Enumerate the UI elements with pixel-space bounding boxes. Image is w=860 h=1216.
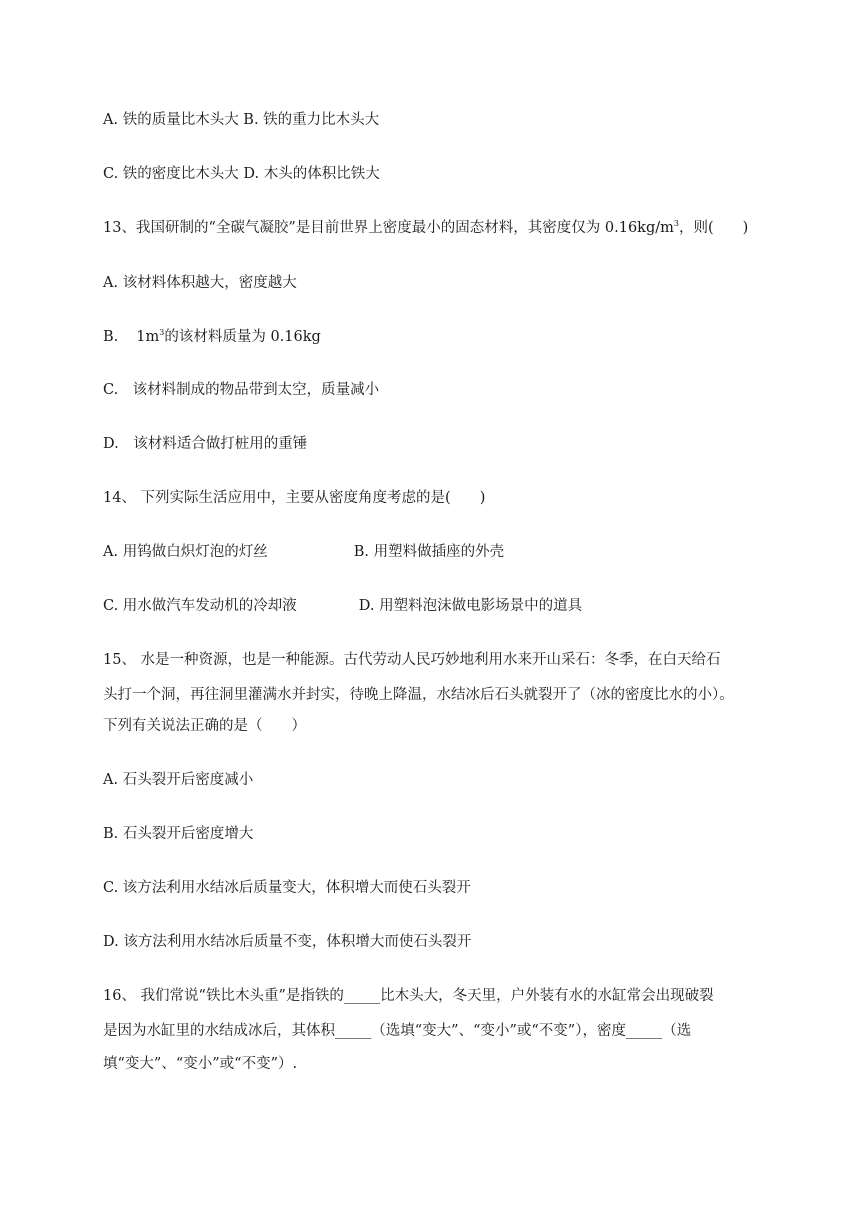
q12-option-cd: C. 铁的密度比木头大 D. 木头的体积比铁大 [103, 166, 380, 182]
q13-stem [103, 218, 748, 238]
q14-options-cd [103, 596, 582, 616]
q16-line2: 是因为水缸里的水结成冰后，其体积_____（选填“变大”、“变小”或“不变”），密度_____（选 [103, 1023, 692, 1039]
q16-line3: 填“变大”、“变小”或“不变”）. [103, 1056, 298, 1072]
q15-stem-line1: 15、 水是一种资源，也是一种能源。古代劳动人民巧妙地利用水来开山采石：冬季，在白天给石 [103, 652, 721, 668]
q14-option-b: B. 用塑料做插座的外壳 [353, 544, 505, 560]
q15-option-b: B. 石头裂开后密度增大 [103, 826, 254, 842]
q13-option-b-label: B. [103, 329, 119, 345]
q13-stem-exponent: 3 [673, 219, 679, 228]
q13-option-b-exponent: 3 [159, 328, 165, 337]
q15-stem-line2: 头打一个洞，再往洞里灌满水并封实，待晚上降温，水结冰后石头就裂开了（冰的密度比水的小）。 [103, 687, 734, 703]
q14-option-c: C. 用水做汽车发动机的冷却液 [103, 598, 297, 614]
q14-stem: 14、 下列实际生活应用中，主要从密度角度考虑的是( ) [103, 490, 486, 506]
q14-option-a: A. 用钨做白炽灯泡的灯丝 [103, 544, 268, 560]
q15-option-d: D. 该方法利用水结冰后质量不变，体积增大而使石头裂开 [103, 934, 472, 950]
q15-option-a: A. 石头裂开后密度减小 [103, 772, 254, 788]
q15-option-c: C. 该方法利用水结冰后质量变大，体积增大而使石头裂开 [103, 880, 471, 896]
q13-option-b-text: 的该材料质量为 0.16kg [164, 329, 321, 345]
q14-option-d: D. 用塑料泡沫做电影场景中的道具 [358, 598, 583, 614]
q13-stem-tail: ，则( ) [678, 220, 749, 236]
q13-option-a: A. 该材料体积越大，密度越大 [103, 275, 297, 291]
q13-option-b-unit: 1m [136, 329, 160, 345]
q12-option-ab: A. 铁的质量比木头大 B. 铁的重力比木头大 [103, 112, 380, 128]
q13-stem-text: 13、我国研制的“全碳气凝胶”是目前世界上密度最小的固态材料，其密度仅为 0.16kg/m [103, 220, 674, 236]
q16-line1: 16、 我们常说“铁比木头重”是指铁的_____比木头大，冬天里，户外装有水的水缸常会出现破裂 [103, 988, 714, 1004]
q13-option-b [103, 327, 321, 347]
q13-option-d: D. 该材料适合做打桩用的重锤 [103, 436, 308, 452]
q14-options-ab [103, 542, 504, 562]
q15-stem-line3: 下列有关说法正确的是（ ） [103, 718, 306, 734]
q13-option-c: C. 该材料制成的物品带到太空，质量减小 [103, 382, 380, 398]
